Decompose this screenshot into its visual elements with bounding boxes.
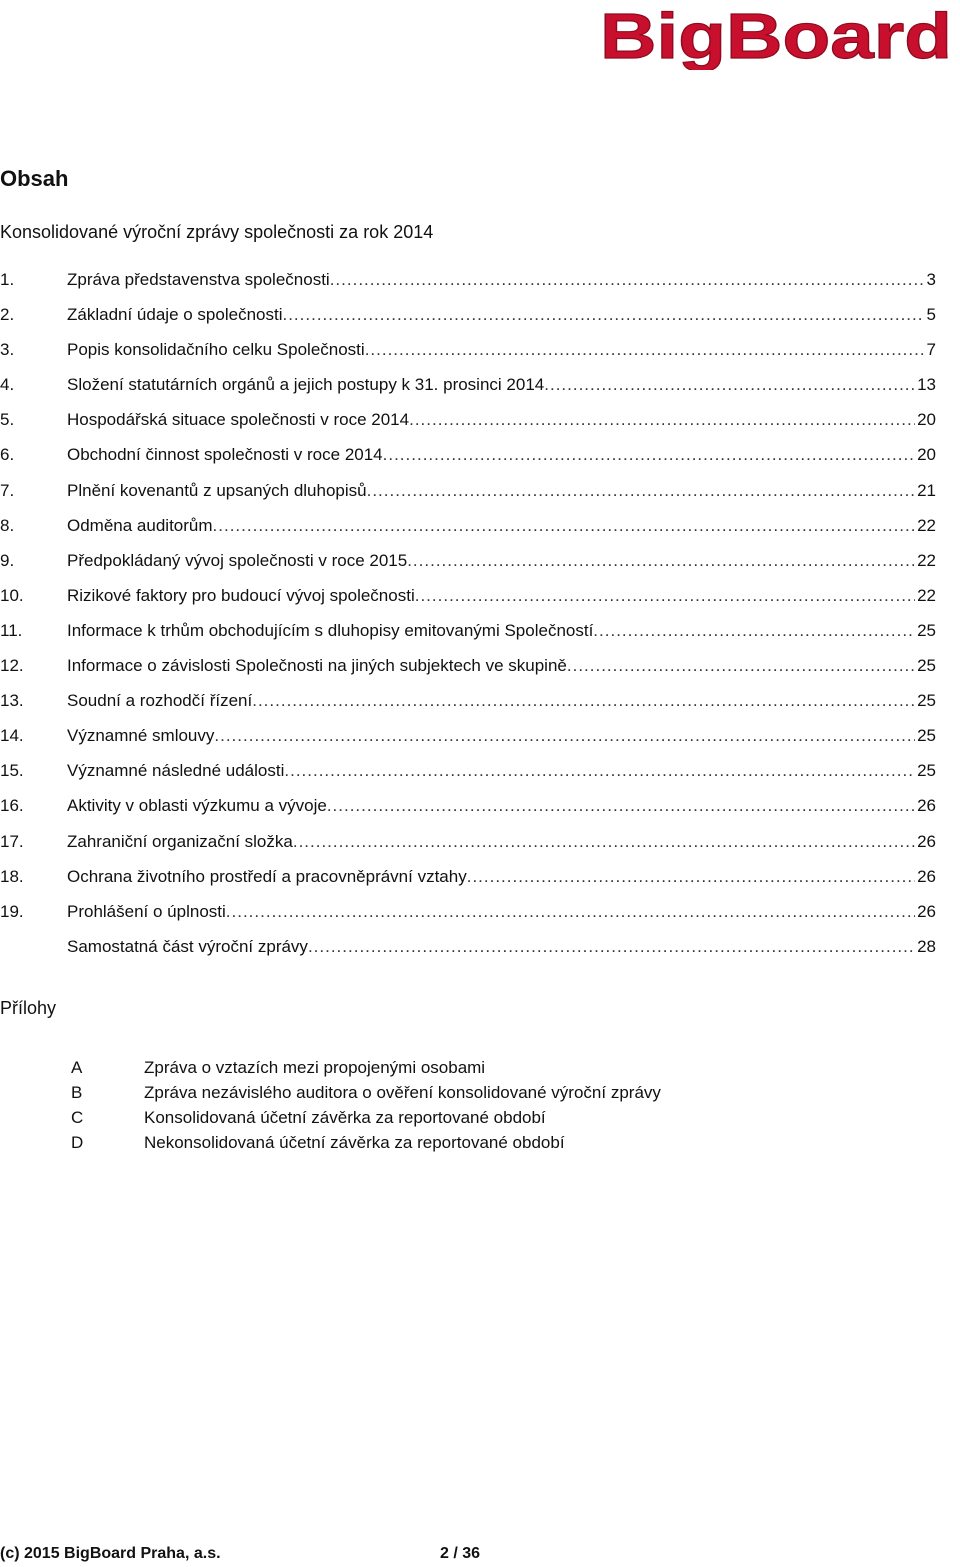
- toc-entry[interactable]: [0, 867, 936, 902]
- toc-entry[interactable]: [0, 621, 936, 656]
- toc-leader-dots: [282, 305, 924, 325]
- toc-entry[interactable]: [0, 726, 936, 761]
- toc-entry-label: Zahraniční organizační složka: [67, 831, 293, 851]
- toc-entry-label: Významné následné události: [67, 761, 285, 781]
- toc-entry-label: Ochrana životního prostředí a pracovněprávní vztahy: [67, 866, 467, 886]
- toc-leader-dots: [214, 726, 915, 746]
- annex-entry: [0, 1133, 661, 1158]
- annex-text: Nekonsolidovaná účetní závěrka za reportované období: [144, 1133, 565, 1152]
- toc-entry-number: 1.: [0, 270, 15, 289]
- toc-entry-number: 6.: [0, 445, 15, 465]
- toc-entry-label: Zpráva představenstva společnosti: [67, 270, 330, 289]
- toc-entry[interactable]: [0, 656, 936, 691]
- toc-entry-page: 20: [917, 445, 936, 465]
- toc-entry-page: 7: [926, 340, 936, 360]
- toc-entry-label: Odměna auditorům: [67, 515, 213, 535]
- toc-entry-number: 2.: [0, 305, 15, 325]
- toc-entry[interactable]: [0, 340, 936, 375]
- toc-entry[interactable]: [0, 516, 936, 551]
- toc-entry-number: 13.: [0, 691, 24, 711]
- toc-entry-label: Složení statutárních orgánů a jejich postupy k 31. prosinci 2014: [67, 375, 545, 395]
- toc-entry[interactable]: [0, 445, 936, 480]
- toc-entry-label: Obchodní činnost společnosti v roce 2014: [67, 445, 383, 465]
- annex-list: [0, 1058, 661, 1158]
- toc-leader-dots: [409, 410, 915, 430]
- toc-entry[interactable]: [0, 761, 936, 796]
- toc-leader-dots: [252, 691, 915, 711]
- toc-entry-page: 25: [917, 656, 936, 676]
- toc-entry-page: 25: [917, 726, 936, 746]
- footer-page-number: 2 / 36: [440, 1545, 481, 1562]
- footer-copyright: (c) 2015 BigBoard Praha, a.s.: [0, 1545, 221, 1562]
- svg-text:BigBoard: BigBoard: [600, 2, 952, 70]
- toc-entry-label: Prohlášení o úplnosti: [67, 901, 226, 921]
- toc-leader-dots: [383, 445, 915, 465]
- toc-entry-page: 25: [917, 691, 936, 711]
- toc-entry-page: 28: [917, 936, 936, 956]
- toc-entry[interactable]: [0, 902, 936, 937]
- toc-entry-label: Informace o závislosti Společnosti na jiných subjektech ve skupině: [67, 656, 567, 676]
- annex-text: Zpráva o vztazích mezi propojenými osobami: [144, 1058, 486, 1077]
- toc-entry[interactable]: [0, 691, 936, 726]
- toc-entry-number: 3.: [0, 340, 15, 360]
- toc-leader-dots: [327, 796, 915, 816]
- annex-letter: C: [71, 1108, 84, 1127]
- toc-entry-page: 25: [917, 620, 936, 640]
- toc-entry-number: 19.: [0, 901, 24, 921]
- toc-entry-page: 3: [926, 270, 936, 289]
- toc-entry[interactable]: [0, 832, 936, 867]
- toc-entry-number: 18.: [0, 866, 24, 886]
- toc-entry[interactable]: [0, 796, 936, 831]
- toc-entry-label: Plnění kovenantů z upsaných dluhopisů: [67, 480, 367, 500]
- annex-heading: Přílohy: [0, 998, 57, 1018]
- toc-entry-page: 26: [917, 831, 936, 851]
- toc-entry-number: 16.: [0, 796, 24, 816]
- toc-entry-number: 9.: [0, 550, 15, 570]
- toc-leader-dots: [467, 867, 915, 887]
- toc-entry[interactable]: [0, 551, 936, 586]
- toc-entry-page: 22: [917, 550, 936, 570]
- toc-entry[interactable]: [0, 270, 936, 305]
- toc-entry-label: Hospodářská situace společnosti v roce 2014: [67, 410, 410, 430]
- toc-entry[interactable]: [0, 937, 936, 972]
- toc-entry-label: Aktivity v oblasti výzkumu a vývoje: [67, 796, 327, 816]
- toc-entry-page: 25: [917, 761, 936, 781]
- toc-entry-page: 22: [917, 515, 936, 535]
- toc-subtitle: Konsolidované výroční zprávy společnosti za rok 2014: [0, 222, 434, 242]
- annex-text: Zpráva nezávislého auditora o ověření konsolidované výroční zprávy: [144, 1083, 661, 1102]
- toc-entry[interactable]: [0, 481, 936, 516]
- toc-entry-number: 14.: [0, 726, 24, 746]
- toc-entry[interactable]: [0, 375, 936, 410]
- toc-entry-page: 26: [917, 866, 936, 886]
- toc-leader-dots: [284, 761, 915, 781]
- toc-entry-label: Samostatná část výroční zprávy: [67, 936, 308, 956]
- toc-leader-dots: [567, 656, 915, 676]
- toc-entry-page: 21: [917, 480, 936, 500]
- toc-entry[interactable]: [0, 410, 936, 445]
- toc-entry-page: 22: [917, 585, 936, 605]
- toc-leader-dots: [365, 340, 925, 360]
- toc-entry-number: 12.: [0, 656, 24, 676]
- page-title: Obsah: [0, 166, 69, 191]
- toc-entry-label: Předpokládaný vývoj společnosti v roce 2015: [67, 550, 408, 570]
- annex-entry: [0, 1108, 661, 1133]
- toc-entry-number: 11.: [0, 620, 23, 640]
- toc-entry-page: 20: [917, 410, 936, 430]
- toc-leader-dots: [293, 832, 915, 852]
- toc-entry-label: Informace k trhům obchodujícím s dluhopisy emitovanými Společností: [67, 620, 594, 640]
- toc-leader-dots: [308, 937, 915, 957]
- toc-leader-dots: [330, 270, 925, 290]
- toc-entry-label: Rizikové faktory pro budoucí vývoj společnosti: [67, 585, 415, 605]
- toc-entry-label: Významné smlouvy: [67, 726, 215, 746]
- toc-entry-page: 5: [926, 305, 936, 325]
- annex-letter: B: [71, 1083, 83, 1102]
- toc-leader-dots: [407, 551, 915, 571]
- toc-entry-label: Soudní a rozhodčí řízení: [67, 691, 253, 711]
- toc-entry-page: 26: [917, 796, 936, 816]
- toc-entry-number: 10.: [0, 585, 24, 605]
- toc-entry-number: 17.: [0, 831, 24, 851]
- annex-entry: [0, 1083, 661, 1108]
- annex-entry: [0, 1058, 661, 1083]
- toc-leader-dots: [593, 621, 915, 641]
- toc-entry-number: 7.: [0, 480, 15, 500]
- toc-leader-dots: [213, 516, 916, 536]
- toc-leader-dots: [226, 902, 915, 922]
- annex-letter: A: [71, 1058, 83, 1077]
- toc-entry[interactable]: [0, 586, 936, 621]
- toc-entry-number: 4.: [0, 375, 15, 395]
- toc-entry-number: 5.: [0, 410, 15, 430]
- toc-leader-dots: [544, 375, 915, 395]
- table-of-contents: [0, 270, 936, 972]
- bigboard-logo: [596, 2, 956, 70]
- annex-text: Konsolidovaná účetní závěrka za reportované období: [144, 1108, 546, 1127]
- annex-letter: D: [71, 1133, 84, 1152]
- toc-leader-dots: [367, 481, 915, 501]
- toc-entry-page: 26: [917, 901, 936, 921]
- toc-entry[interactable]: [0, 305, 936, 340]
- toc-entry-label: Základní údaje o společnosti: [67, 305, 283, 325]
- toc-entry-page: 13: [917, 375, 936, 395]
- toc-entry-label: Popis konsolidačního celku Společnosti: [67, 340, 365, 360]
- toc-entry-number: 8.: [0, 515, 15, 535]
- toc-leader-dots: [415, 586, 915, 606]
- toc-entry-number: 15.: [0, 761, 24, 781]
